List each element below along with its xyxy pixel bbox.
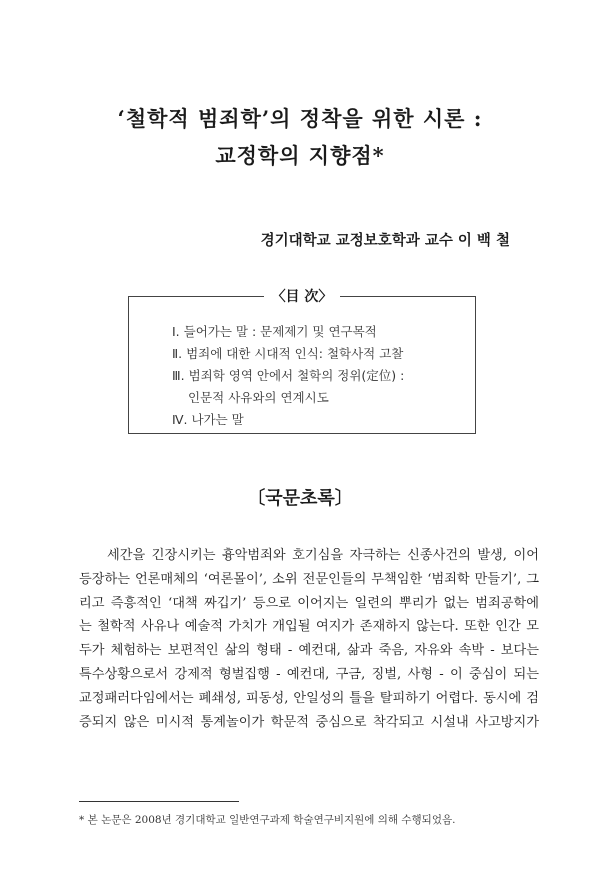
title-line-1: ‘철학적 범죄학’의 정착을 위한 시론 : <box>117 106 483 131</box>
footnote-divider <box>79 801 239 802</box>
toc-list <box>172 321 404 431</box>
abstract-line: 특수상황으로서 강제적 형벌집행 - 예컨대, 구금, 징벌, 사형 - 이 중심이 되는 <box>79 666 539 682</box>
toc-item: Ⅱ. 범죄에 대한 시대적 인식: 철학사적 고찰 <box>172 346 404 361</box>
toc-item: Ⅰ. 들어가는 말 : 문제제기 및 연구목적 <box>172 324 377 339</box>
abstract-line: 교정패러다임에서는 폐쇄성, 피동성, 안일성의 틀을 탈피하기 어렵다. 동시에 검 <box>79 690 539 706</box>
abstract-line: 두가 체험하는 보편적인 삶의 형태 - 예컨대, 삶과 죽음, 자유와 속박 - 보다는 <box>79 643 539 659</box>
title-line-2: 교정학의 지향점* <box>215 143 385 168</box>
abstract-line: 리고 즉흥적인 ‘대책 짜깁기’ 등으로 이어지는 일련의 뿌리가 없는 범죄공학에 <box>79 595 539 611</box>
abstract-line: 등장하는 언론매체의 ‘여론몰이’, 소위 전문인들의 무책임한 ‘범죄학 만들기’, 그 <box>79 571 539 587</box>
toc-item-continuation: 인문적 사유와의 연계시도 <box>188 390 329 405</box>
toc-item: Ⅳ. 나가는 말 <box>172 412 244 427</box>
toc-heading-label: 〈目 次〉 <box>264 289 341 305</box>
abstract-body <box>79 544 539 734</box>
footnote: * 본 논문은 2008년 경기대학교 일반연구과제 학술연구비지원에 의해 수행되었음. <box>79 814 456 826</box>
abstract-line: 증되지 않은 미시적 통계놀이가 학문적 중심으로 착각되고 시설내 사고방지가 <box>79 714 539 730</box>
toc-item: Ⅲ. 범죄학 영역 안에서 철학의 정위(定位) : <box>172 368 405 383</box>
table-of-contents <box>128 289 476 434</box>
abstract-line: 는 철학적 사유나 예술적 가치가 개입될 여지가 존재하지 않는다. 또한 인간 모 <box>79 619 539 635</box>
abstract-heading: 〔국문초록〕 <box>247 488 353 509</box>
author-affiliation: 경기대학교 교정보호학과 교수 이 백 철 <box>260 232 510 249</box>
abstract-line: 세간을 긴장시키는 흉악범죄와 호기심을 자극하는 신종사건의 발생, 이어 <box>107 548 539 563</box>
toc-heading <box>129 286 475 306</box>
